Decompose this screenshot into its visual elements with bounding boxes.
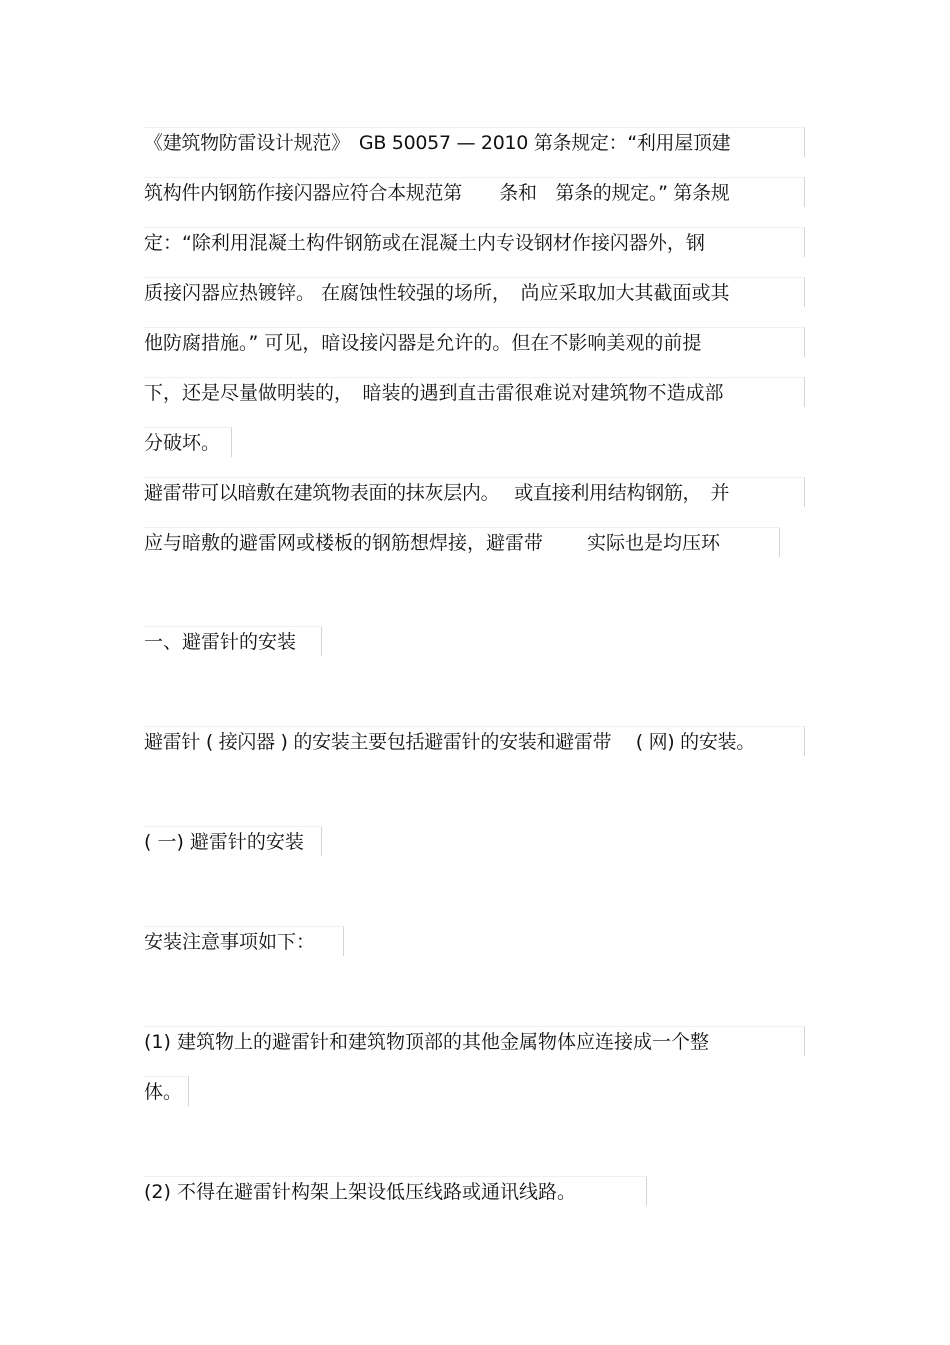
- list-item-1: (1) 建筑物上的避雷针和建筑物顶部的其他金属物体应连接成一个整: [144, 1026, 805, 1056]
- text-line-6: 下，还是尽量做明装的， 暗装的遇到直击雷很难说对建筑物不造成部: [144, 377, 805, 407]
- text-line-1: 《建筑物防雷设计规范》 GB 50057 — 2010 第条规定：“利用屋顶建: [144, 127, 805, 157]
- text-line-13: 安装注意事项如下：: [144, 926, 344, 956]
- section-heading: 一、避雷针的安装: [144, 626, 322, 656]
- list-item-2: (2) 不得在避雷针构架上架设低压线路或通讯线路。: [144, 1176, 647, 1206]
- text-line-9: 应与暗敷的避雷网或楼板的钢筋想焊接，避雷带 实际也是均压环: [144, 527, 780, 557]
- text-line-7: 分破坏。: [144, 427, 232, 457]
- list-item-1-continuation: 体。: [144, 1076, 189, 1106]
- text-line-11: 避雷针 ( 接闪器 ) 的安装主要包括避雷针的安装和避雷带 ( 网) 的安装。: [144, 726, 805, 756]
- text-line-2: 筑构件内钢筋作接闪器应符合本规范第 条和 第条的规定。” 第条规: [144, 177, 805, 207]
- subsection-heading: ( 一) 避雷针的安装: [144, 826, 322, 856]
- text-line-4: 质接闪器应热镀锌。 在腐蚀性较强的场所， 尚应采取加大其截面或其: [144, 277, 805, 307]
- text-line-3: 定：“除利用混凝土构件钢筋或在混凝土内专设钢材作接闪器外，钢: [144, 227, 805, 257]
- text-line-8: 避雷带可以暗敷在建筑物表面的抹灰层内。 或直接利用结构钢筋， 并: [144, 477, 805, 507]
- text-line-5: 他防腐措施。” 可见，暗设接闪器是允许的。但在不影响美观的前提: [144, 327, 805, 357]
